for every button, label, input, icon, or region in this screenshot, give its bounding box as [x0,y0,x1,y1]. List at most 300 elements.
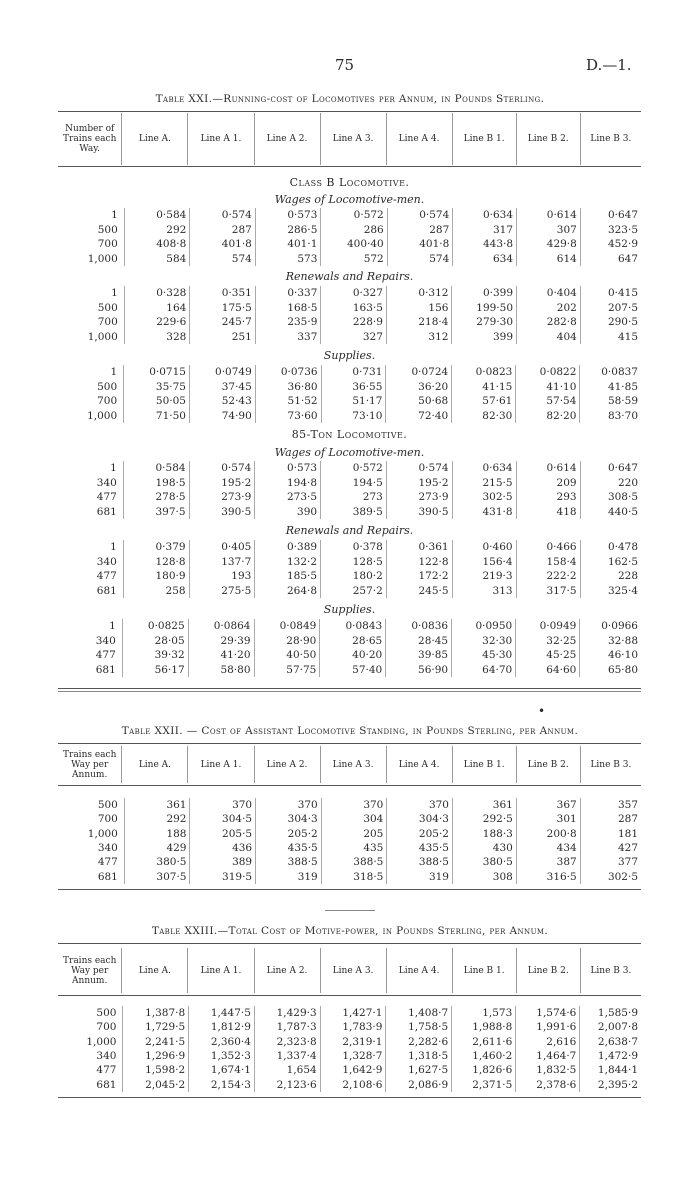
value-cell: 163·5 [321,301,387,316]
value-cell: 430 [452,841,516,855]
value-cell: 39·85 [386,648,452,663]
value-cell: 380·5 [124,855,190,869]
value-cell: 28·90 [254,634,320,649]
subsection-heading: Renewals and Repairs. [285,524,414,537]
value-cell: 282·8 [517,315,581,330]
value-cell: 199·50 [452,301,517,316]
value-cell: 0·337 [255,286,321,301]
value-cell: 1,729·5 [123,1020,189,1034]
value-cell: 0·572 [321,461,387,476]
value-cell: 71·50 [124,409,190,424]
value-cell: 361 [124,798,190,812]
value-cell: 46·10 [580,648,641,663]
row-label-cell: 1 [109,620,116,633]
value-cell: 429·8 [517,237,581,252]
value-cell: 313 [452,584,516,599]
value-cell: 323·5 [580,223,641,238]
row-label-cell: 340 [95,634,116,647]
value-cell: 435·5 [387,841,453,855]
table-row [58,301,641,316]
row-label-cell: 1,000 [87,252,118,265]
row-label-cell: 700 [96,1021,117,1034]
value-cell: 0·0864 [188,619,254,634]
value-cell: 52·43 [189,394,255,409]
value-cell: 0·0749 [189,365,255,380]
column-header: Line A 3. [320,948,386,993]
value-cell: 128·5 [321,555,387,570]
value-cell: 57·40 [320,663,386,678]
value-cell: 390·5 [189,505,255,520]
table-row [58,286,641,301]
value-cell: 0·0724 [386,365,452,380]
row-label-cell: 700 [97,316,118,329]
value-cell: 36·20 [386,380,452,395]
value-cell: 188 [124,827,190,841]
value-cell: 72·40 [386,409,452,424]
value-cell: 0·614 [516,461,580,476]
row-label-cell: 700 [97,395,118,408]
table-row [58,855,641,869]
value-cell: 181 [580,827,641,841]
table-row [58,1063,641,1077]
value-cell: 0·0836 [386,619,452,634]
value-cell: 0·0715 [124,365,190,380]
ton85-renewals-rows [58,540,641,598]
row-label-cell: 1 [111,287,118,300]
value-cell: 215·5 [452,476,516,491]
value-cell: 1,328·7 [320,1049,386,1063]
value-cell: 1,826·6 [452,1063,516,1077]
value-cell: 0·0837 [580,365,641,380]
value-cell: 57·54 [516,394,580,409]
row-label-cell: 340 [96,476,117,489]
value-cell: 404 [517,330,581,345]
value-cell: 286 [321,223,387,238]
value-cell: 325·4 [580,584,641,599]
value-cell: 290·5 [580,315,641,330]
column-header: Line B 3. [580,948,641,993]
value-cell: 2,154·3 [189,1077,255,1091]
value-cell: 1,408·7 [386,1006,452,1020]
row-label-cell: 477 [95,649,116,662]
value-cell: 1,674·1 [189,1063,255,1077]
table-row [58,380,641,395]
value-cell: 370 [387,798,453,812]
table-23-header [58,948,641,993]
row-label-cell: 477 [96,491,117,504]
value-cell: 317·5 [516,584,580,599]
value-cell: 258 [123,584,189,599]
value-cell: 229·6 [124,315,190,330]
value-cell: 156 [386,301,452,316]
value-cell: 0·647 [580,461,641,476]
row-label-cell: 340 [96,555,117,568]
subsection-heading: Wages of Locomotive-men. [274,193,425,206]
table-row [58,1035,641,1049]
value-cell: 307·5 [124,869,190,883]
value-cell: 319 [256,869,322,883]
column-header: Line B 1. [452,113,516,165]
value-cell: 401·8 [190,237,256,252]
column-header: Line A 3. [320,113,386,165]
value-cell: 0·634 [452,461,516,476]
value-cell: 188·3 [452,827,516,841]
value-cell: 200·8 [516,827,580,841]
table-row [58,540,641,555]
value-cell: 2,371·5 [452,1077,516,1091]
value-cell: 2,108·6 [320,1077,386,1091]
value-cell: 209 [516,476,580,491]
value-cell: 319·5 [190,869,256,883]
column-header: Line A. [122,948,188,993]
value-cell: 245·5 [386,584,452,599]
value-cell: 0·573 [255,461,321,476]
value-cell: 370 [256,798,322,812]
class-b-supplies-rows [58,365,641,423]
column-header: Trains each Way per Annum. [63,955,117,986]
table-row [58,223,641,238]
value-cell: 207·5 [580,301,641,316]
value-cell: 408·8 [124,237,190,252]
section-heading-class-b: Class B Locomotive. [289,176,410,189]
value-cell: 175·5 [190,301,256,316]
value-cell: 205·2 [387,827,453,841]
value-cell: 2,007·8 [580,1020,641,1034]
value-cell: 185·5 [255,569,321,584]
value-cell: 308·5 [580,490,641,505]
value-cell: 279·30 [452,315,517,330]
value-cell: 357 [580,798,641,812]
row-label-cell: 477 [96,1064,117,1077]
column-header: Line B 2. [516,948,580,993]
column-header: Line A 1. [188,746,254,783]
value-cell: 193 [189,569,255,584]
table-row [58,555,641,570]
value-cell: 614 [517,252,581,267]
value-cell: 1,352·3 [189,1049,255,1063]
value-cell: 634 [453,252,517,267]
value-cell: 83·70 [580,409,641,424]
value-cell: 287 [580,812,641,826]
value-cell: 205·2 [256,827,322,841]
value-cell: 574 [387,252,453,267]
value-cell: 180·9 [123,569,189,584]
value-cell: 400·40 [321,237,387,252]
value-cell: 56·17 [122,663,188,678]
value-cell: 0·312 [386,286,452,301]
value-cell: 82·20 [516,409,580,424]
page-reference: D.—1. [586,56,632,74]
value-cell: 1,429·3 [254,1006,320,1020]
value-cell: 218·4 [386,315,452,330]
value-cell: 0·0849 [254,619,320,634]
table-row [58,584,641,599]
value-cell: 41·85 [580,380,641,395]
value-cell: 50·68 [386,394,452,409]
column-header: Line B 1. [452,948,516,993]
table-row [58,315,641,330]
value-cell: 228 [580,569,641,584]
value-cell: 2,123·6 [254,1077,320,1091]
value-cell: 0·574 [386,461,452,476]
table-row [58,1020,641,1034]
value-cell: 2,241·5 [123,1035,189,1049]
value-cell: 57·61 [452,394,516,409]
value-cell: 0·0843 [320,619,386,634]
value-cell: 65·80 [580,663,641,678]
value-cell: 1,758·5 [386,1020,452,1034]
value-cell: 58·80 [188,663,254,678]
row-label-cell: 681 [96,584,117,597]
row-label-cell: 500 [97,380,118,393]
value-cell: 574 [190,252,256,267]
value-cell: 41·20 [188,648,254,663]
value-cell: 0·415 [580,286,641,301]
value-cell: 28·45 [386,634,452,649]
value-cell: 251 [190,330,256,345]
value-cell: 222·2 [516,569,580,584]
column-header: Line A 4. [386,746,452,783]
row-label-cell: 681 [96,1078,117,1091]
table-row [58,208,641,223]
value-cell: 0·327 [321,286,387,301]
value-cell: 370 [321,798,387,812]
table-row [58,394,641,409]
value-cell: 429 [124,841,190,855]
value-cell: 64·60 [516,663,580,678]
value-cell: 158·4 [516,555,580,570]
value-cell: 205 [321,827,387,841]
subsection-heading: Renewals and Repairs. [285,270,414,283]
value-cell: 435·5 [256,841,322,855]
table-row [58,634,641,649]
value-cell: 137·7 [189,555,255,570]
value-cell: 41·10 [516,380,580,395]
value-cell: 1,783·9 [320,1020,386,1034]
column-header: Trains each Way per Annum. [63,749,117,780]
row-label-cell: 500 [97,799,118,812]
decorative-mark: • [538,704,546,718]
value-cell: 0·614 [517,208,581,223]
value-cell: 273 [321,490,387,505]
value-cell: 0·460 [452,540,516,555]
value-cell: 73·10 [321,409,386,424]
table-row [58,365,641,380]
value-cell: 308 [452,869,516,883]
value-cell: 0·328 [124,286,190,301]
value-cell: 0·731 [321,365,386,380]
value-cell: 0·0966 [580,619,641,634]
value-cell: 390 [255,505,321,520]
value-cell: 0·351 [190,286,256,301]
value-cell: 390·5 [386,505,452,520]
value-cell: 436 [190,841,256,855]
value-cell: 0·0823 [452,365,516,380]
value-cell: 40·20 [320,648,386,663]
table-22-title: Table XXII. — Cost of Assistant Locomotive Standing, in Pounds Sterling, per Annum. [121,725,579,737]
column-header: Line B 2. [516,113,580,165]
table-21-title: Table XXI.—Running-cost of Locomotives per Annum, in Pounds Sterling. [155,93,545,105]
row-label-cell: 681 [97,870,118,883]
value-cell: 228·9 [321,315,387,330]
value-cell: 1,642·9 [320,1063,386,1077]
value-cell: 1,787·3 [254,1020,320,1034]
value-cell: 0·574 [387,208,453,223]
ton85-wages-rows [58,461,641,519]
table-row [58,461,641,476]
value-cell: 220 [580,476,641,491]
value-cell: 35·75 [124,380,190,395]
subsection-heading: Wages of Locomotive-men. [274,446,425,459]
value-cell: 32·88 [580,634,641,649]
value-cell: 28·05 [122,634,188,649]
value-cell: 389 [190,855,256,869]
row-label-cell: 700 [97,238,118,251]
value-cell: 380·5 [452,855,516,869]
row-label-cell: 500 [97,223,118,236]
value-cell: 40·50 [254,648,320,663]
value-cell: 2,611·6 [452,1035,516,1049]
value-cell: 316·5 [516,869,580,883]
value-cell: 0·647 [580,208,641,223]
value-cell: 273·9 [386,490,452,505]
value-cell: 302·5 [452,490,516,505]
value-cell: 195·2 [386,476,452,491]
value-cell: 435 [321,841,387,855]
value-cell: 132·2 [255,555,321,570]
value-cell: 58·59 [580,394,641,409]
value-cell: 56·90 [386,663,452,678]
row-label-cell: 681 [96,505,117,518]
value-cell: 337 [255,330,321,345]
value-cell: 172·2 [386,569,452,584]
value-cell: 1,318·5 [386,1049,452,1063]
value-cell: 0·584 [123,461,189,476]
value-cell: 194·5 [321,476,387,491]
value-cell: 73·60 [255,409,321,424]
value-cell: 205·5 [190,827,256,841]
value-cell: 1,296·9 [123,1049,189,1063]
value-cell: 39·32 [122,648,188,663]
value-cell: 431·8 [452,505,516,520]
value-cell: 122·8 [386,555,452,570]
value-cell: 1,627·5 [386,1063,452,1077]
value-cell: 0·361 [386,540,452,555]
row-label-cell: 1 [110,541,117,554]
value-cell: 29·39 [188,634,254,649]
ton85-supplies-rows [58,619,641,677]
column-header: Line A. [122,113,188,165]
row-label-cell: 477 [97,856,118,869]
value-cell: 0·573 [255,208,321,223]
value-cell: 273·5 [255,490,321,505]
value-cell: 0·0950 [452,619,516,634]
value-cell: 1,460·2 [452,1049,516,1063]
value-cell: 1,447·5 [189,1006,255,1020]
value-cell: 388·5 [321,855,387,869]
value-cell: 286·5 [255,223,321,238]
value-cell: 388·5 [387,855,453,869]
row-label-cell: 1,000 [87,827,118,840]
value-cell: 1,812·9 [189,1020,255,1034]
table-row [58,841,641,855]
value-cell: 0·0825 [122,619,188,634]
column-header: Line A 2. [254,113,320,165]
row-label-cell: 340 [96,1050,117,1063]
table-row [58,648,641,663]
value-cell: 195·2 [189,476,255,491]
value-cell: 1,654 [254,1063,320,1077]
value-cell: 32·30 [452,634,516,649]
value-cell: 0·404 [517,286,581,301]
value-cell: 2,323·8 [254,1035,320,1049]
value-cell: 128·8 [123,555,189,570]
value-cell: 327 [321,330,387,345]
value-cell: 0·572 [321,208,387,223]
value-cell: 292·5 [452,812,516,826]
value-cell: 51·52 [255,394,321,409]
value-cell: 301 [516,812,580,826]
value-cell: 0·389 [255,540,321,555]
class-b-wages-rows [58,208,641,266]
value-cell: 57·75 [254,663,320,678]
column-header: Line A 1. [188,948,254,993]
value-cell: 293 [516,490,580,505]
column-header: Line B 3. [580,746,641,783]
column-header: Line B 3. [580,113,641,165]
table-row [58,812,641,826]
value-cell: 370 [190,798,256,812]
value-cell: 0·584 [124,208,190,223]
column-header: Line B 1. [452,746,516,783]
value-cell: 452·9 [580,237,641,252]
table-row [58,476,641,491]
class-b-renewals-rows [58,286,641,344]
value-cell: 418 [516,505,580,520]
value-cell: 307 [517,223,581,238]
row-label-cell: 500 [97,301,118,314]
value-cell: 273·9 [189,490,255,505]
row-label-cell: 1,000 [86,1035,117,1048]
value-cell: 156·4 [452,555,516,570]
value-cell: 401·1 [255,237,321,252]
value-cell: 82·30 [452,409,516,424]
value-cell: 264·8 [255,584,321,599]
value-cell: 36·55 [321,380,386,395]
value-cell: 1,988·8 [452,1020,516,1034]
value-cell: 1,573 [452,1006,516,1020]
value-cell: 2,319·1 [320,1035,386,1049]
table-row [58,505,641,520]
value-cell: 0·478 [580,540,641,555]
value-cell: 0·0822 [516,365,580,380]
table-row [58,869,641,883]
table-row [58,827,641,841]
value-cell: 287 [190,223,256,238]
value-cell: 584 [124,252,190,267]
row-label-cell: 477 [96,570,117,583]
row-label-cell: 1 [110,462,117,475]
section-heading-85-ton: 85-Ton Locomotive. [291,428,408,441]
table-21-header [58,113,641,165]
row-label-cell: 500 [96,1007,117,1020]
subsection-heading: Supplies. [323,349,376,362]
value-cell: 1,832·5 [516,1063,580,1077]
column-header: Line A 3. [320,746,386,783]
value-cell: 168·5 [255,301,321,316]
value-cell: 194·8 [255,476,321,491]
value-cell: 319 [387,869,453,883]
